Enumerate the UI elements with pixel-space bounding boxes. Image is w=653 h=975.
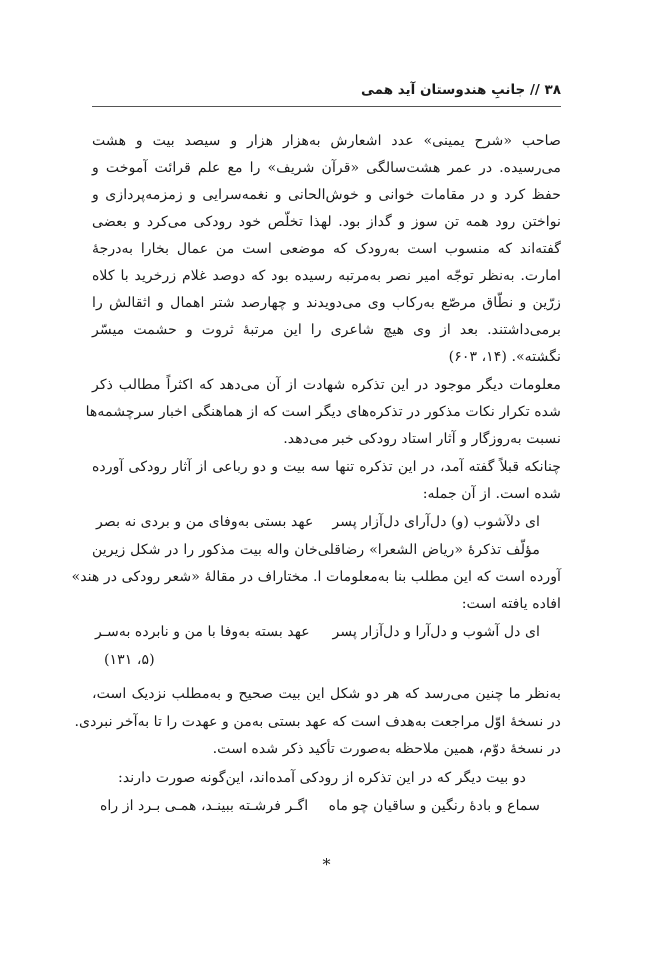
section-separator: * xyxy=(322,855,331,874)
verse-hemistich-right: ای دلآشوب (و) دل‌آرای دل‌آزار پسر xyxy=(332,514,540,530)
text-line: امارت. به‌نظر توجّه امیر نصر به‌مرتبه رسیده بود که دوصد غلام زرخرید با کلاه xyxy=(92,268,561,284)
text-line: شده است. از آن جمله: xyxy=(422,486,561,502)
text-line: صاحب «شرح یمینی» عدد اشعارش به‌هزار هزار و سیصد بیت و هشت xyxy=(92,133,561,149)
text-line: می‌رسیده. در عمر هشت‌سالگی «قرآن شریف» را مع علم قرائت آموخت و xyxy=(92,160,561,176)
text-line: آورده است که این مطلب بنا به‌معلومات ا. مختاراف در مقالهٔ «شعر رودکی در هند» xyxy=(71,569,561,585)
text-line: نواختن رود همه تن سوز و گداز بود. لهذا تخلّص خود رودکی می‌کرد و بعضی xyxy=(92,214,561,230)
text-line: نگشته». (۱۴، ۶۰۳) xyxy=(448,349,561,365)
text-line: برمی‌داشتند. بعد از وی هیچ شاعری را این مرتبهٔ ثروت و حشمت میسّر xyxy=(92,322,561,338)
text-line: حفظ کرد و در مقامات خوانی و خوش‌الحانی و نغمه‌سرایی و زمزمه‌پردازی و xyxy=(92,187,561,203)
verse-hemistich-right: سماع و بادهٔ رنگین و ساقیان چو ماه xyxy=(328,798,540,814)
text-line: شده تکرار نکات مذکور در تذکره‌های دیگر است که از هماهنگی اخبار سرچشمه‌ها xyxy=(85,404,561,420)
text-line: چنانکه قبلاً گفته آمد، در این تذکره تنها سه بیت و دو رباعی از آثار رودکی آورده xyxy=(92,459,561,475)
verse-reference: (۵، ۱۳۱) xyxy=(104,652,155,668)
verse-hemistich-left: اگـر فرشـته ببینـد، همـی بـرد از راه xyxy=(100,798,309,814)
text-line: افاده یافته است: xyxy=(461,596,561,612)
text-line: در نسخهٔ اوّل مراجعت به‌هدف است که عهد بستی به‌من و عهدت را تا به‌آخر نبردی. xyxy=(74,714,561,730)
running-head: ۳۸ // جانبِ هندوستان آید همی xyxy=(360,82,561,98)
text-line: در نسخهٔ دوّم، همین ملاحظه به‌صورت تأکید ذکر شده است. xyxy=(212,741,561,757)
text-line: گفته‌اند که منسوب است به‌رودک که موضعی است من عمال بخارا به‌درجهٔ xyxy=(92,241,561,257)
verse-hemistich-left: عهد بستی به‌وفای من و بردی نه بصر xyxy=(96,514,314,530)
text-line: زرّین و نطّاق مرصّع به‌رکاب وی می‌دویدند و چهارصد شتر اهمال و اثقالش را xyxy=(92,295,561,311)
text-line: معلومات دیگر موجود در این تذکره شهادت از آن می‌دهد که اکثراً مطالب ذکر xyxy=(92,377,561,393)
verse-hemistich-right: ای دل آشوب و دل‌آرا و دل‌آزار پسر xyxy=(332,624,540,640)
text-line: مؤلّف تذکرهٔ «ریاض الشعرا» رضاقلی‌خان واله بیت مذکور را در شکل زیرین xyxy=(92,542,540,558)
text-line: دو بیت دیگر که در این تذکره از رودکی آمده‌اند، این‌گونه صورت دارند: xyxy=(118,770,526,786)
text-line: نسبت به‌روزگار و آثار استاد رودکی خبر می‌دهد. xyxy=(283,431,561,447)
header-rule xyxy=(92,106,561,107)
text-line: به‌نظر ما چنین می‌رسد که هر دو شکل این بیت صحیح و به‌مطلب نزدیک است، xyxy=(92,686,561,702)
verse-hemistich-left: عهد بسته به‌وفا با من و نابرده به‌سـر xyxy=(95,624,310,640)
